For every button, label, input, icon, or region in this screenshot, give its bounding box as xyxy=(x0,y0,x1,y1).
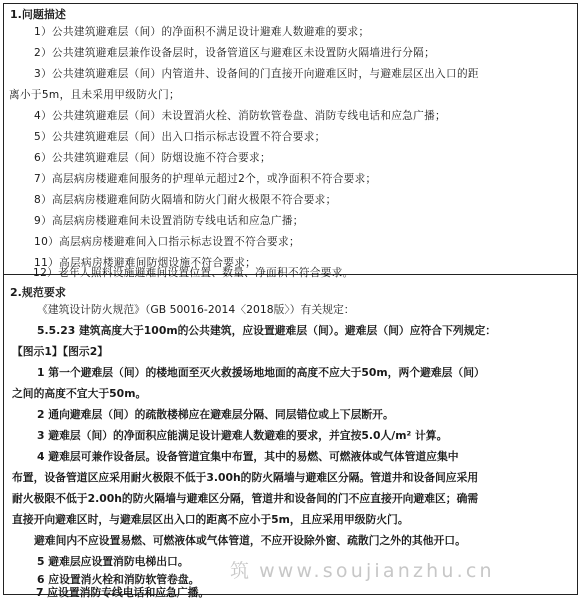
problem-item: 12）老年人照料设施避难间设置位置、数量、净面积不符合要求。 xyxy=(33,267,354,279)
problem-item: 4）公共建筑避难层（间）未设置消火栓、消防软管卷盘、消防专线电话和应急广播； xyxy=(34,110,447,122)
spec-line: 1 第一个避难层（间）的楼地面至灭火救援场地地面的高度不应大于50m，两个避难层（间） xyxy=(37,366,485,379)
problem-item: 10）高层病房楼避难间入口指示标志设置不符合要求； xyxy=(34,236,300,248)
problem-item: 3）公共建筑避难层（间）内管道井、设备间的门直接开向避难区时，与避难层区出入口的距 xyxy=(34,68,479,80)
section-title-spec: 2.规范要求 xyxy=(10,286,66,299)
document-frame xyxy=(3,3,578,595)
spec-line: 4 避难层可兼作设备层。设备管道宜集中布置，其中的易燃、可燃液体或气体管道应集中 xyxy=(37,450,459,463)
problem-item-continued: 离小于5m，且未采用甲级防火门； xyxy=(9,89,180,101)
spec-line: 7 应设置消防专线电话和应急广播。 xyxy=(36,586,210,599)
specification-section xyxy=(4,276,577,594)
watermark-cn: 筑 xyxy=(230,560,252,582)
watermark-url: www.soujianzhu.cn xyxy=(259,560,495,582)
spec-line: 3 避难层（间）的净面积应能满足设计避难人数避难的要求，并宜按5.0人/m² 计算。 xyxy=(37,429,448,442)
problem-item: 9）高层病房楼避难间未设置消防专线电话和应急广播； xyxy=(34,215,304,227)
problem-item: 7）高层病房楼避难间服务的护理单元超过2个，或净面积不符合要求； xyxy=(34,173,377,185)
spec-line: 避难间内不应设置易燃、可燃液体或气体管道，不应开设除外窗、疏散门之外的其他开口。 xyxy=(34,534,466,547)
spec-line: 直接开向避难区时，与避难层区出入口的距离不应小于5m，且应采用甲级防火门。 xyxy=(12,513,409,526)
spec-line: 5 避难层应设置消防电梯出口。 xyxy=(37,555,189,568)
problem-item: 1）公共建筑避难层（间）的净面积不满足设计避难人数避难的要求； xyxy=(34,26,370,38)
spec-line: 2 通向避难层（间）的疏散楼梯应在避难层分隔、同层错位或上下层断开。 xyxy=(37,408,394,421)
spec-line: 6 应设置消火栓和消防软管卷盘。 xyxy=(37,573,200,586)
clause-heading: 5.5.23 建筑高度大于100m的公共建筑，应设置避难层（间）。避难层（间）应符合下列规定： xyxy=(37,324,497,337)
spec-intro: 《建筑设计防火规范》（GB 50016-2014〈2018版〉）有关规定： xyxy=(37,303,355,316)
spec-line: 布置，设备管道区应采用耐火极限不低于3.00h的防火隔墙与避难区分隔。管道井和设备间应采用 xyxy=(12,471,479,484)
spec-line: 耐火极限不低于2.00h的防火隔墙与避难区分隔，管道井和设备间的门不应直接开向避难区；确需 xyxy=(12,492,479,505)
problem-description-section xyxy=(4,4,577,275)
problem-item: 2）公共建筑避难层兼作设备层时，设备管道区与避难区未设置防火隔墙进行分隔； xyxy=(34,47,436,59)
section-title-problem: 1.问题描述 xyxy=(10,8,66,21)
spec-line: 之间的高度不宜大于50m。 xyxy=(12,387,147,400)
problem-item: 5）公共建筑避难层（间）出入口指示标志设置不符合要求； xyxy=(34,131,326,143)
problem-item: 8）高层病房楼避难间防火隔墙和防火门耐火极限不符合要求； xyxy=(34,194,337,206)
problem-item: 11）高层病房楼避难间防烟设施不符合要求； xyxy=(34,257,257,269)
figure-links[interactable]: 【图示1】【图示2】 xyxy=(12,345,108,358)
problem-item: 6）公共建筑避难层（间）防烟设施不符合要求； xyxy=(34,152,271,164)
